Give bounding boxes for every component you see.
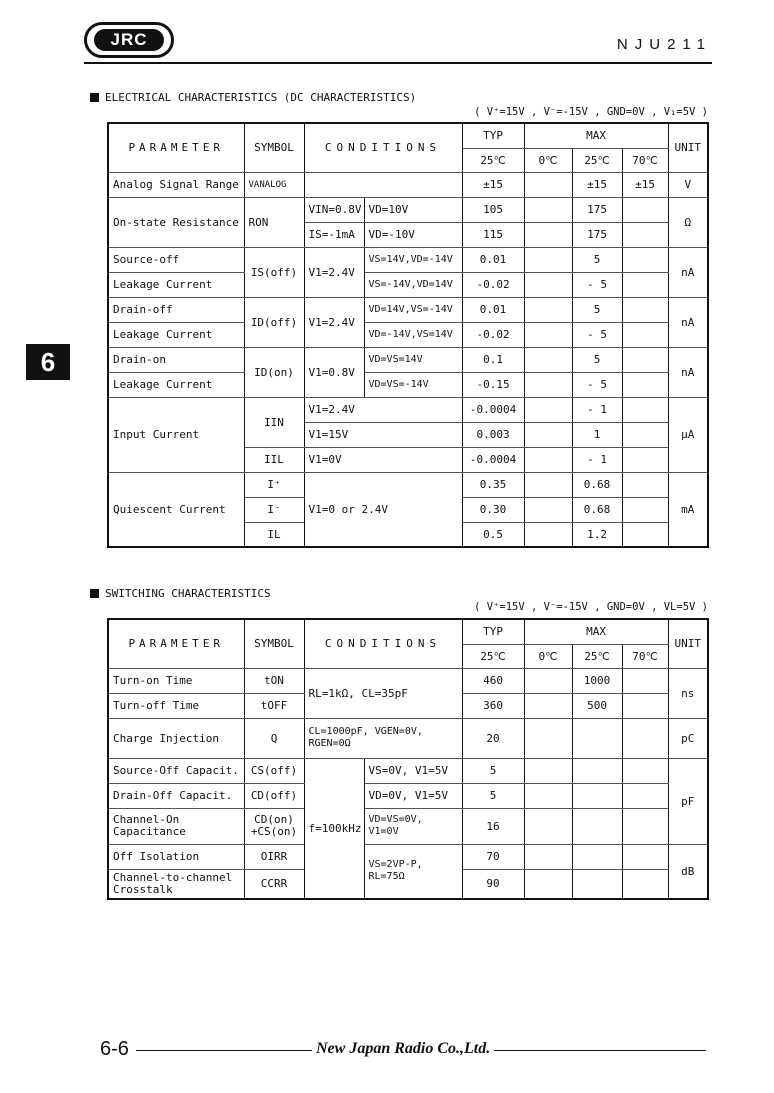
header-max-70c: 70℃ — [622, 148, 668, 172]
max25-cell: 0.68 — [572, 472, 622, 497]
symbol-cell: CD(off) — [244, 783, 304, 808]
typ-cell: 115 — [462, 222, 524, 247]
symbol-cell: ID(off) — [244, 297, 304, 347]
max70-cell — [622, 297, 668, 322]
header-max: MAX — [524, 619, 668, 644]
condition-cell: V1=15V — [304, 422, 462, 447]
param-cell: Drain-off — [108, 297, 244, 322]
typ-cell: 16 — [462, 808, 524, 844]
param-cell: Analog Signal Range — [108, 172, 244, 197]
typ-cell: 5 — [462, 783, 524, 808]
condition2-cell: VD=14V,VS=-14V — [364, 297, 462, 322]
header-max-0c: 0℃ — [524, 148, 572, 172]
unit-cell: ns — [668, 668, 708, 718]
max0-cell — [524, 472, 572, 497]
condition-cell: CL=1000pF, VGEN=0V, RGEN=0Ω — [304, 718, 462, 758]
max70-cell — [622, 869, 668, 899]
header-max: MAX — [524, 123, 668, 148]
condition1-cell: f=100kHz — [304, 758, 364, 899]
max70-cell — [622, 522, 668, 547]
max0-cell — [524, 718, 572, 758]
symbol-cell: IIN — [244, 397, 304, 447]
max70-cell — [622, 397, 668, 422]
max0-cell — [524, 844, 572, 869]
header-unit: UNIT — [668, 123, 708, 172]
param-cell: Quiescent Current — [108, 472, 244, 547]
condition2-cell: VD=VS=-14V — [364, 372, 462, 397]
typ-cell: 0.5 — [462, 522, 524, 547]
max25-cell: 175 — [572, 197, 622, 222]
table-row — [108, 808, 708, 844]
symbol-cell: IL — [244, 522, 304, 547]
param-cell: Drain-on — [108, 347, 244, 372]
header-max-70c: 70℃ — [622, 644, 668, 668]
unit-cell: pC — [668, 718, 708, 758]
max25-cell — [572, 718, 622, 758]
max0-cell — [524, 247, 572, 272]
max0-cell — [524, 497, 572, 522]
typ-cell: 20 — [462, 718, 524, 758]
typ-cell: 360 — [462, 693, 524, 718]
max25-cell: 0.68 — [572, 497, 622, 522]
header-typ-25c: 25℃ — [462, 644, 524, 668]
section-tab-marker: 6 — [26, 344, 70, 380]
max70-cell — [622, 347, 668, 372]
max25-cell — [572, 808, 622, 844]
table-row — [108, 172, 708, 197]
condition2-cell: VD=-14V,VS=14V — [364, 322, 462, 347]
header-symbol: SYMBOL — [244, 619, 304, 668]
condition2-cell: VS=0V, V1=5V — [364, 758, 462, 783]
unit-cell: nA — [668, 347, 708, 397]
max25-cell: - 1 — [572, 447, 622, 472]
condition2-cell: VD=VS=14V — [364, 347, 462, 372]
symbol-cell: VANALOG — [244, 172, 304, 197]
max70-cell — [622, 497, 668, 522]
param-cell: Charge Injection — [108, 718, 244, 758]
typ-cell: 105 — [462, 197, 524, 222]
max0-cell — [524, 758, 572, 783]
square-bullet-icon — [90, 589, 99, 598]
condition1-cell: V1=0.8V — [304, 347, 364, 397]
condition2-cell: VS=14V,VD=-14V — [364, 247, 462, 272]
max0-cell — [524, 272, 572, 297]
max25-cell: - 5 — [572, 272, 622, 297]
param-cell: Leakage Current — [108, 322, 244, 347]
max25-cell: 500 — [572, 693, 622, 718]
max25-cell — [572, 844, 622, 869]
max70-cell: ±15 — [622, 172, 668, 197]
param-cell: Turn-on Time — [108, 668, 244, 693]
max0-cell — [524, 172, 572, 197]
table-row — [108, 668, 708, 693]
typ-cell: -0.0004 — [462, 397, 524, 422]
param-cell: Leakage Current — [108, 372, 244, 397]
symbol-cell: IIL — [244, 447, 304, 472]
max25-cell: ±15 — [572, 172, 622, 197]
typ-cell: 0.1 — [462, 347, 524, 372]
max70-cell — [622, 718, 668, 758]
max0-cell — [524, 372, 572, 397]
param-cell: Source-off — [108, 247, 244, 272]
switching-characteristics-table — [107, 618, 709, 900]
header-max-25c: 25℃ — [572, 644, 622, 668]
sw-title-text: SWITCHING CHARACTERISTICS — [105, 587, 271, 600]
condition-cell: RL=1kΩ, CL=35pF — [304, 668, 462, 718]
param-cell: Drain-Off Capacit. — [108, 783, 244, 808]
max25-cell: - 1 — [572, 397, 622, 422]
jrc-logo — [84, 22, 174, 58]
symbol-cell: CS(off) — [244, 758, 304, 783]
max70-cell — [622, 668, 668, 693]
max0-cell — [524, 668, 572, 693]
max0-cell — [524, 447, 572, 472]
max25-cell: 5 — [572, 347, 622, 372]
unit-cell: V — [668, 172, 708, 197]
header-typ: TYP — [462, 123, 524, 148]
symbol-cell: ID(on) — [244, 347, 304, 397]
table-row — [108, 322, 708, 347]
symbol-cell: tOFF — [244, 693, 304, 718]
symbol-cell: tON — [244, 668, 304, 693]
max25-cell — [572, 783, 622, 808]
typ-cell: -0.15 — [462, 372, 524, 397]
condition1-cell: IS=-1mA — [304, 222, 364, 247]
condition1-cell: V1=2.4V — [304, 297, 364, 347]
typ-cell: 0.01 — [462, 297, 524, 322]
max0-cell — [524, 222, 572, 247]
company-name: New Japan Radio Co.,Ltd. — [312, 1040, 494, 1058]
typ-cell: 0.01 — [462, 247, 524, 272]
max0-cell — [524, 322, 572, 347]
max70-cell — [622, 693, 668, 718]
max25-cell: 5 — [572, 247, 622, 272]
max70-cell — [622, 197, 668, 222]
max25-cell — [572, 758, 622, 783]
unit-cell: nA — [668, 297, 708, 347]
param-cell: Channel-to-channel Crosstalk — [108, 869, 244, 899]
header-rule — [84, 62, 712, 64]
symbol-cell: OIRR — [244, 844, 304, 869]
symbol-cell: I⁻ — [244, 497, 304, 522]
header-typ: TYP — [462, 619, 524, 644]
typ-cell: 0.003 — [462, 422, 524, 447]
max25-cell — [572, 869, 622, 899]
max25-cell: 1000 — [572, 668, 622, 693]
symbol-cell: RON — [244, 197, 304, 247]
max70-cell — [622, 222, 668, 247]
max70-cell — [622, 247, 668, 272]
max70-cell — [622, 447, 668, 472]
dc-section-title — [90, 91, 416, 104]
square-bullet-icon — [90, 93, 99, 102]
symbol-cell: CCRR — [244, 869, 304, 899]
condition-cell — [304, 172, 462, 197]
condition2-cell: VS=2VP-P, RL=75Ω — [364, 844, 462, 899]
header-symbol: SYMBOL — [244, 123, 304, 172]
header-parameter: PARAMETER — [108, 619, 244, 668]
table-row — [108, 372, 708, 397]
condition1-cell: VIN=0.8V — [304, 197, 364, 222]
max0-cell — [524, 422, 572, 447]
symbol-cell: I⁺ — [244, 472, 304, 497]
max25-cell: 1 — [572, 422, 622, 447]
max0-cell — [524, 869, 572, 899]
param-cell: Leakage Current — [108, 272, 244, 297]
header-max-25c: 25℃ — [572, 148, 622, 172]
typ-cell: ±15 — [462, 172, 524, 197]
max0-cell — [524, 397, 572, 422]
symbol-cell: IS(off) — [244, 247, 304, 297]
condition2-cell: VS=-14V,VD=14V — [364, 272, 462, 297]
condition2-cell: VD=-10V — [364, 222, 462, 247]
param-cell: Source-Off Capacit. — [108, 758, 244, 783]
sw-conditions: ( V⁺=15V , V⁻=-15V , GND=0V , VL=5V ) — [474, 601, 708, 613]
typ-cell: 460 — [462, 668, 524, 693]
param-cell: Input Current — [108, 397, 244, 472]
max25-cell: 5 — [572, 297, 622, 322]
unit-cell: dB — [668, 844, 708, 899]
condition1-cell: V1=2.4V — [304, 247, 364, 297]
page-number: 6-6 — [100, 1038, 133, 1061]
max70-cell — [622, 808, 668, 844]
max25-cell: - 5 — [572, 372, 622, 397]
max0-cell — [524, 347, 572, 372]
dc-characteristics-table — [107, 122, 709, 548]
header-parameter: PARAMETER — [108, 123, 244, 172]
param-cell: Off Isolation — [108, 844, 244, 869]
header-unit: UNIT — [668, 619, 708, 668]
condition-cell: V1=0V — [304, 447, 462, 472]
header-max-0c: 0℃ — [524, 644, 572, 668]
max0-cell — [524, 808, 572, 844]
max70-cell — [622, 272, 668, 297]
typ-cell: -0.0004 — [462, 447, 524, 472]
max0-cell — [524, 522, 572, 547]
header-conditions: CONDITIONS — [304, 619, 462, 668]
max0-cell — [524, 197, 572, 222]
table-row — [108, 397, 708, 422]
typ-cell: 90 — [462, 869, 524, 899]
max70-cell — [622, 372, 668, 397]
table-row — [108, 347, 708, 372]
max25-cell: 1.2 — [572, 522, 622, 547]
max70-cell — [622, 422, 668, 447]
table-row — [108, 247, 708, 272]
unit-cell: pF — [668, 758, 708, 844]
typ-cell: 5 — [462, 758, 524, 783]
symbol-cell: Q — [244, 718, 304, 758]
param-cell: On-state Resistance — [108, 197, 244, 247]
symbol-cell: CD(on) +CS(on) — [244, 808, 304, 844]
table-row — [108, 783, 708, 808]
max70-cell — [622, 783, 668, 808]
table-row — [108, 197, 708, 222]
table-row — [108, 718, 708, 758]
unit-cell: mA — [668, 472, 708, 547]
max70-cell — [622, 758, 668, 783]
condition2-cell: VD=VS=0V, V1=0V — [364, 808, 462, 844]
max70-cell — [622, 322, 668, 347]
max70-cell — [622, 844, 668, 869]
header-typ-25c: 25℃ — [462, 148, 524, 172]
table-row — [108, 758, 708, 783]
condition2-cell: VD=0V, V1=5V — [364, 783, 462, 808]
table-row — [108, 844, 708, 869]
table-row — [108, 272, 708, 297]
condition2-cell: VD=10V — [364, 197, 462, 222]
max70-cell — [622, 472, 668, 497]
unit-cell: Ω — [668, 197, 708, 247]
table-row — [108, 297, 708, 322]
condition-cell: V1=2.4V — [304, 397, 462, 422]
typ-cell: 70 — [462, 844, 524, 869]
typ-cell: -0.02 — [462, 272, 524, 297]
part-number: NJU211 — [616, 36, 712, 53]
logo-text: JRC — [94, 29, 164, 51]
max0-cell — [524, 783, 572, 808]
unit-cell: μA — [668, 397, 708, 472]
typ-cell: 0.35 — [462, 472, 524, 497]
max0-cell — [524, 297, 572, 322]
param-cell: Turn-off Time — [108, 693, 244, 718]
unit-cell: nA — [668, 247, 708, 297]
header-conditions: CONDITIONS — [304, 123, 462, 172]
param-cell: Channel-On Capacitance — [108, 808, 244, 844]
max0-cell — [524, 693, 572, 718]
typ-cell: -0.02 — [462, 322, 524, 347]
max25-cell: 175 — [572, 222, 622, 247]
dc-conditions: ( V⁺=15V , V⁻=-15V , GND=0V , V₁=5V ) — [474, 106, 708, 118]
table-row — [108, 472, 708, 497]
condition-cell: V1=0 or 2.4V — [304, 472, 462, 547]
sw-section-title — [90, 587, 271, 600]
dc-title-text: ELECTRICAL CHARACTERISTICS (DC CHARACTERISTICS) — [105, 91, 417, 104]
typ-cell: 0.30 — [462, 497, 524, 522]
max25-cell: - 5 — [572, 322, 622, 347]
